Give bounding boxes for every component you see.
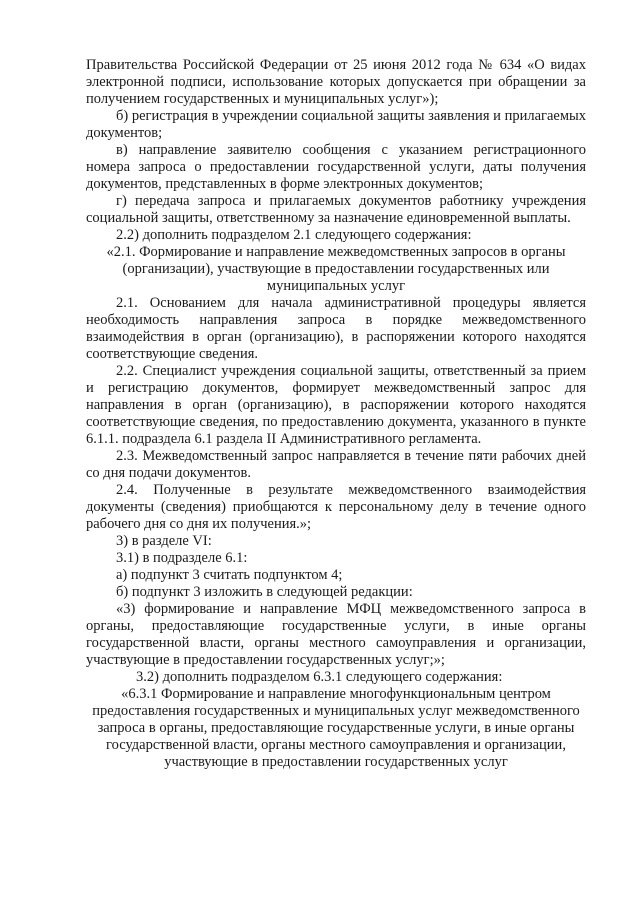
paragraph-item-v: в) направление заявителю сообщения с указанием регистрационного номера запроса о предоставлении государственной услуги, даты получения документов, представленных в форме электронных документов;	[86, 142, 586, 192]
subsection-6-3-1-title: «6.3.1 Формирование и направление многофункциональным центром предоставления государственных и муниципальных услуг межведомственного запроса в органы, предоставляющие государственные услуги, в иные органы государственной власти, органы местного самоуправления и организации, участвующие в предоставлении государственных услуг	[92, 686, 580, 770]
paragraph-2-4: 2.4. Полученные в результате межведомственного взаимодействия документы (сведения) приобщаются к персональному делу в течение одного рабочего дня со дня их получения.»;	[86, 482, 586, 532]
paragraph-2-2-amendment: 2.2) дополнить подразделом 2.1 следующего содержания:	[116, 227, 472, 243]
paragraph-2-3: 2.3. Межведомственный запрос направляется в течение пяти рабочих дней со дня подачи документов.	[86, 448, 586, 481]
paragraph-item-a: а) подпункт 3 считать подпунктом 4;	[116, 567, 343, 583]
paragraph-3-1: 3.1) в подразделе 6.1:	[116, 550, 248, 566]
subsection-2-1-title: «2.1. Формирование и направление межведомственных запросов в органы (организации), участвующие в предоставлении государственных или муниципальных услуг	[106, 244, 566, 294]
paragraph-item-g: г) передача запроса и прилагаемых документов работнику учреждения социальной защиты, ответственному за назначение единовременной выплаты.	[86, 193, 586, 226]
paragraph-subpoint-3: «3) формирование и направление МФЦ межведомственного запроса в органы, предоставляющие государственные услуги, в иные органы государственной власти, органы местного самоуправления и организации, участвующие в предоставлении государственных услуг;»;	[86, 601, 586, 668]
paragraph-3-2: 3.2) дополнить подразделом 6.3.1 следующего содержания:	[136, 669, 503, 685]
paragraph-2-1: 2.1. Основанием для начала административной процедуры является необходимость направления запроса в порядке межведомственного взаимодействия в орган (организацию), в распоряжении которого находятся соответствующие сведения.	[86, 295, 586, 362]
paragraph-item-b: б) регистрация в учреждении социальной защиты заявления и прилагаемых документов;	[86, 108, 586, 141]
document-page	[86, 57, 586, 771]
paragraph-2-2: 2.2. Специалист учреждения социальной защиты, ответственный за прием и регистрацию документов, формирует межведомственный запрос для направления в орган (организацию), в распоряжении которого находятся соответствующие сведения, по предоставлению документа, указанного в пункте 6.1.1. подраздела 6.1 раздела II Административного регламента.	[86, 363, 586, 447]
paragraph-section-vi: 3) в разделе VI:	[116, 533, 212, 549]
paragraph-item-b-2: б) подпункт 3 изложить в следующей редакции:	[116, 584, 413, 600]
paragraph-decree-reference: Правительства Российской Федерации от 25 июня 2012 года № 634 «О видах электронной подписи, использование которых допускается при обращении за получением государственных и муниципальных услуг»);	[86, 57, 586, 107]
